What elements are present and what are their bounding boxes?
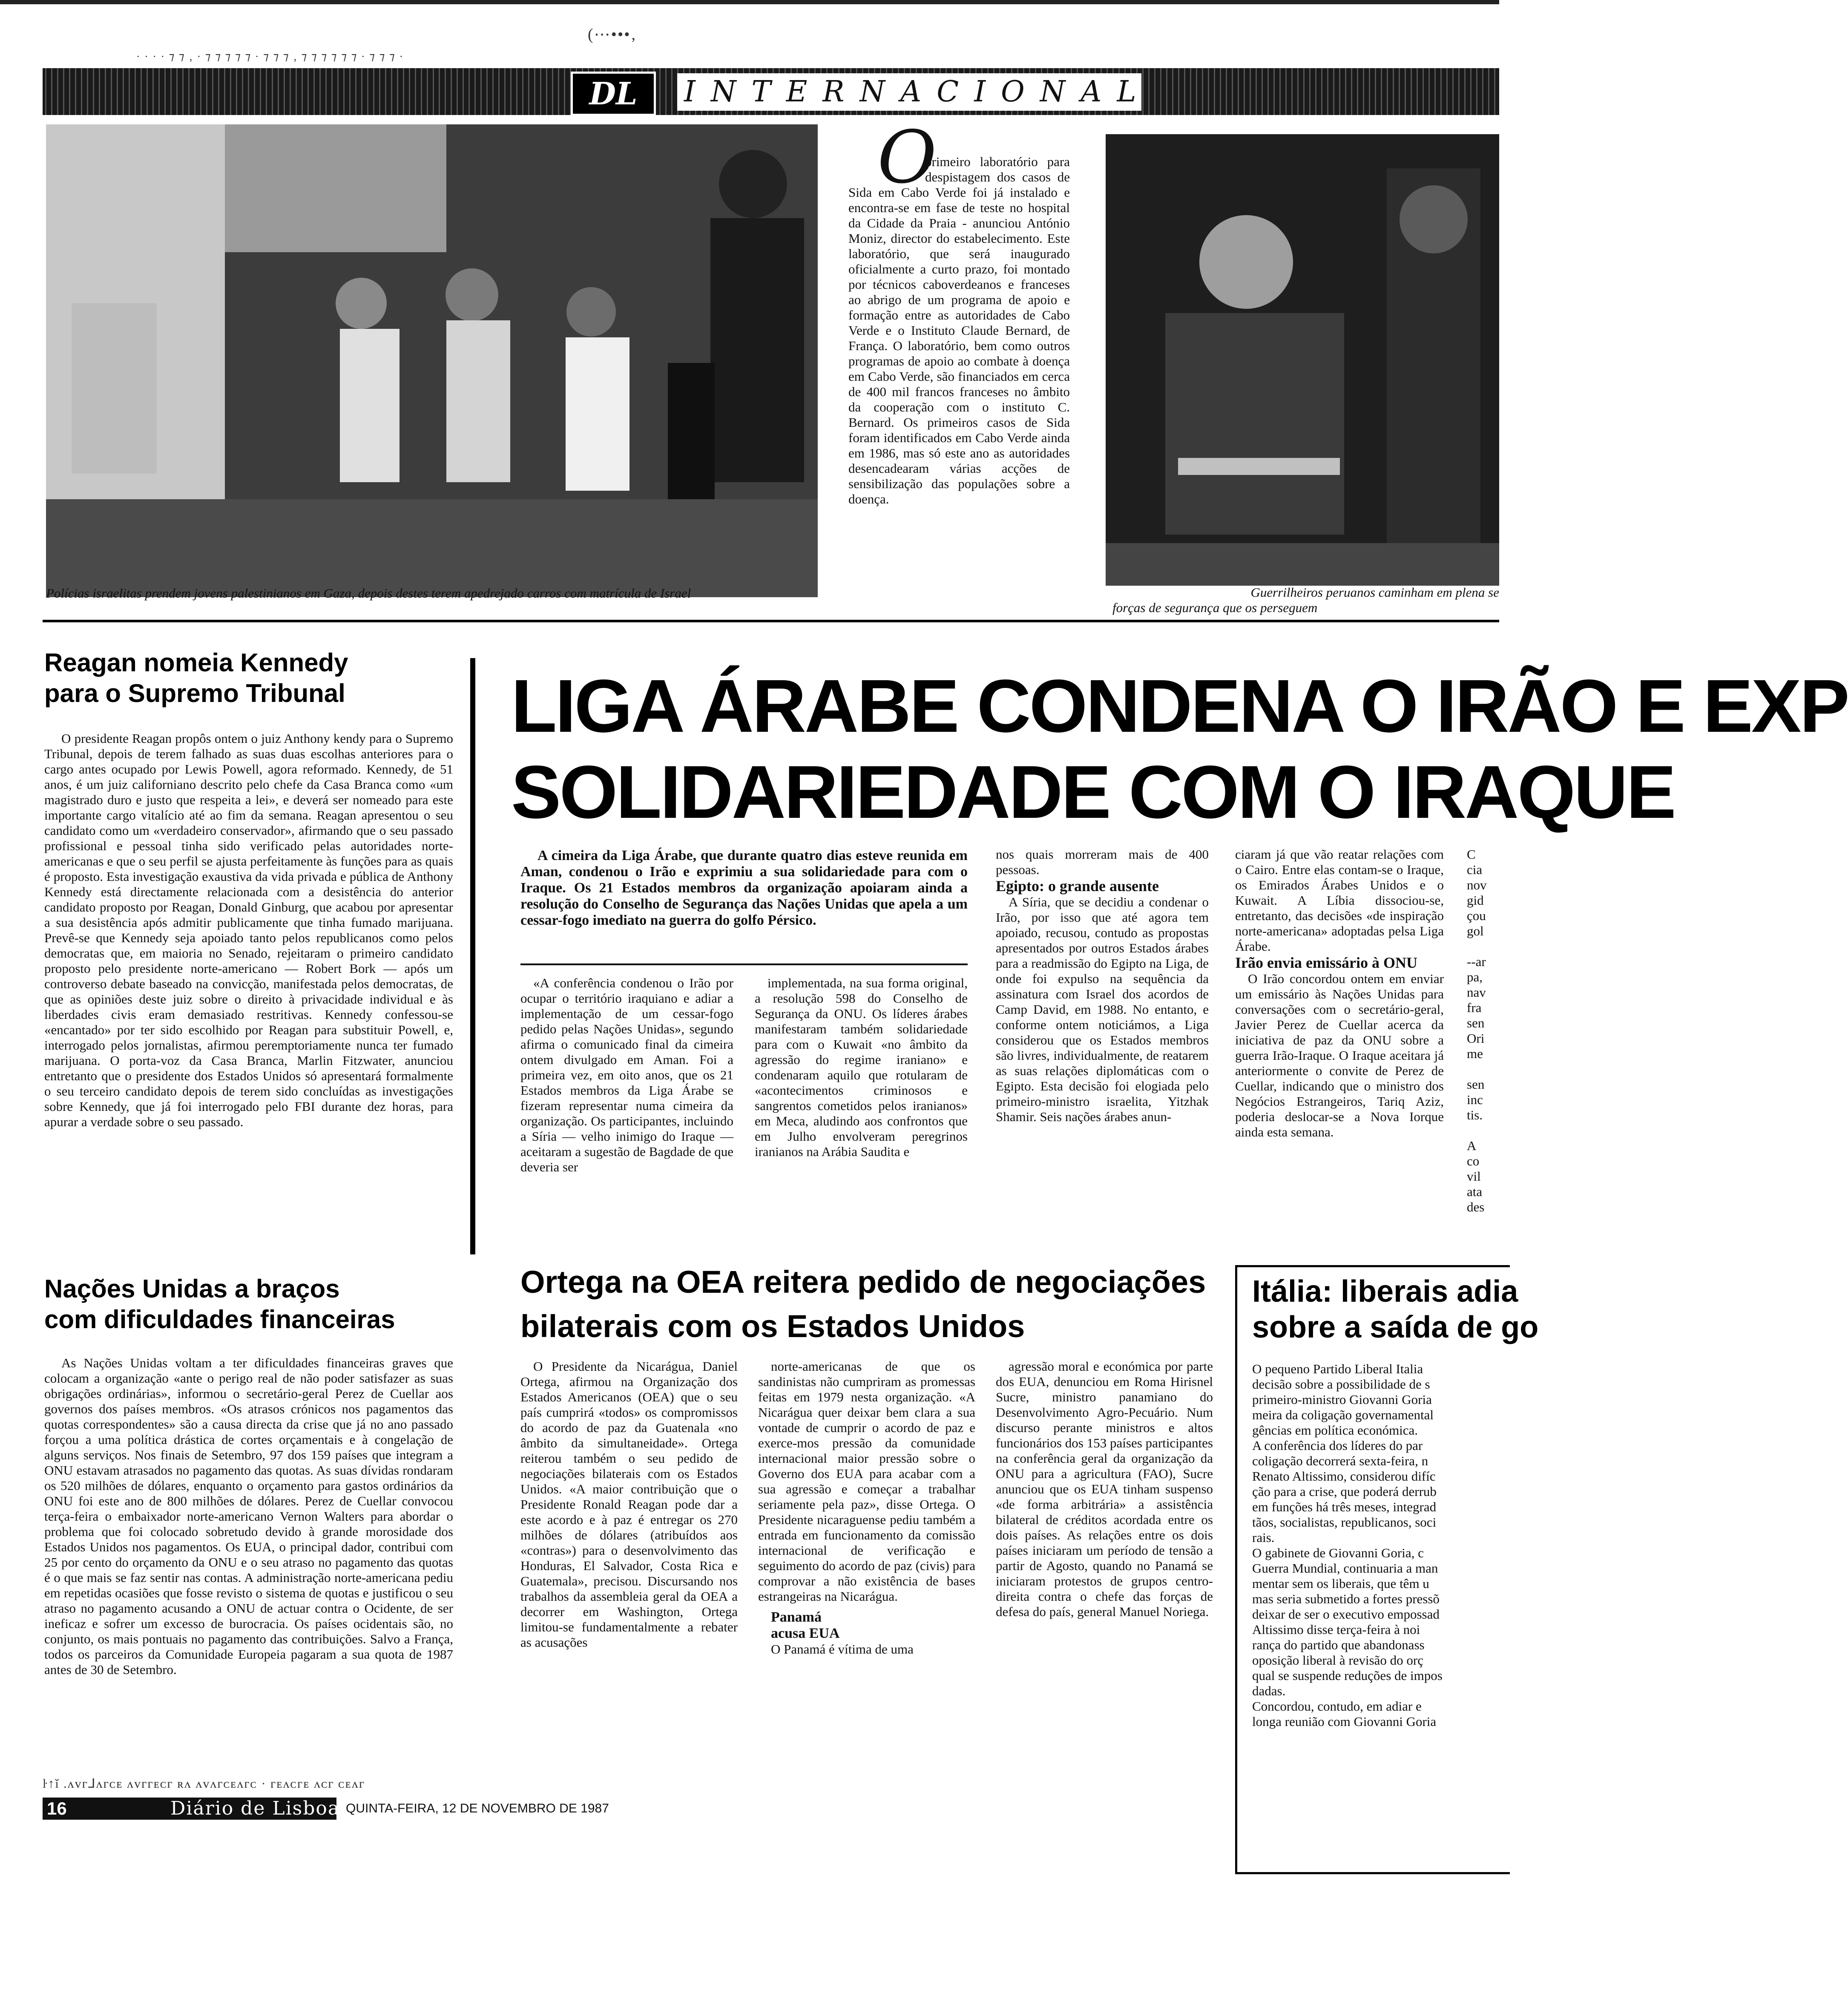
liga-col5-line: inc [1467, 1092, 1483, 1107]
section-logo: DL [571, 72, 656, 116]
ortega-col2 [758, 1359, 975, 1657]
liga-col5-line: gol [1467, 923, 1484, 938]
liga-col4 [1235, 847, 1444, 1140]
liga-col5-line: tis. [1467, 1107, 1483, 1122]
italia-line: longa reunião com Giovanni Goria [1252, 1714, 1437, 1729]
liga-col5-line: Ori [1467, 1031, 1485, 1046]
photo-right-caption-2: forças de segurança que os perseguem [1112, 600, 1318, 615]
liga-col3 [996, 847, 1209, 1125]
scan-noise-top: (⋯•••‚ [588, 26, 637, 43]
italia-line: O gabinete de Giovanni Goria, c [1252, 1545, 1424, 1560]
italia-line: oposição liberal à revisão do orç [1252, 1653, 1423, 1668]
footer-date: QUINTA-FEIRA, 12 DE NOVEMBRO DE 1987 [346, 1801, 609, 1815]
italia-line: ção para a crise, que poderá derrub [1252, 1484, 1437, 1499]
liga-col5-line: C [1467, 847, 1476, 862]
italia-line: decisão sobre a possibilidade de s [1252, 1377, 1430, 1392]
liga-lead-rule [520, 964, 968, 965]
liga-col5-line: des [1467, 1199, 1485, 1214]
footer-bleed-text: ŀ↑ǐ .ᴧᴠᴦ⅃ᴧᴦᴄᴇ ᴧᴠᴦᴦᴇᴄᴦ ʀᴧ ᴧᴠᴧᴦᴄᴇᴧᴦᴄ · ᴦᴇᴧᴄᴦᴇ ᴧᴄᴦ ᴄᴇᴧᴦ [43, 1777, 365, 1791]
liga-col5-line [1467, 1123, 1499, 1138]
section-title-box [677, 73, 1152, 111]
ortega-col2-text-a: norte-americanas de que os sandinistas não cumpriram as promessas feitas em 1979 nesta organização. «A Nicarágua quer deixar bem clara a sua vontade de cumprir o acordo de paz e exerce-mos pressão da comunidade internacional maior pressão sobre o Governo dos EUA para acabar com a sua agressão e começar a trabalhar seriamente pela paz», disse Ortega. O Presidente nicaraguense pediu também a entrada em funcionamento da comissão internacional de verificação e seguimento do acordo de paz (civis) para comprovar a não existência de bases estrangeiras na Nicarágua. [758, 1359, 975, 1604]
italia-line: em funções há três meses, integrad [1252, 1499, 1437, 1514]
page-number: 16 [47, 1798, 67, 1818]
italia-headline-line2: sobre a saída de go [1252, 1310, 1539, 1344]
italia-line: meira da coligação governamental [1252, 1407, 1434, 1422]
liga-col5-line: --ar [1467, 954, 1486, 969]
paper-name: Diário de Lisboa [170, 1798, 340, 1819]
reagan-article-body: O presidente Reagan propôs ontem o juiz Anthony kendy para o Supremo Tribunal, depois de terem falhado as suas duas escolhas anteriores para o cargo antes ocupado por Lewis Powell, agora reformado. Kennedy, de 51 anos, é um juiz californiano descrito pelo chefe da Casa Branca como «um magistrado duro e justo que respeita a lei», e deverá ser nomeado para este importante cargo vitalício até ao fim da semana. Reagan apresentou o seu candidato como um «verdadeiro conservador», afirmando que o seu passado profissional e pessoal tinha sido verificado pelas autoridades norte-americanas e que o seu perfil se ajusta perfeitamente às funções para as quais é proposto. Esta investigação exaustiva da vida privada e pública de Anthony Kennedy está directamente relacionada com a desistência do anterior candidato proposto por Reagan, Donald Ginburg, que acabou por apresentar a sua desistência após admitir publicamente que tinha fumado marijuana. Prevê-se que Kennedy seja apoiado tanto pelos republicanos como pelos democratas que, em maioria no Senado, rejeitaram o primeiro candidato proposto pelo presidente norte-americano — Robert Bork — após um controverso debate baseado na convicção, manifestada pelos democratas, de que as opiniões deste juiz sobre o direito à privacidade individual e às liberdades civis eram demasiado restritivas. Kennedy confessou-se «encantado» por ter sido escolhido por Reagan para substituir Powell, e, interrogado pelos jornalistas, afirmou peremptoriamente nunca ter fumado marijuana. O porta-voz da Casa Branca, Marlin Fitzwater, anunciou entretanto que o presidente dos Estados Unidos só apresentará formalmente o seu terceiro candidato depois de terem sido concluídas as investigações sobre Kennedy, que já foi interrogado pelo FBI durante dez horas, para apurar a verdade sobre o seu passado. [44, 731, 453, 1129]
italia-line: deixar de ser o executivo empossad [1252, 1607, 1440, 1622]
liga-col5-line: nov [1467, 877, 1487, 892]
liga-lead: A cimeira da Liga Árabe, que durante quatro dias esteve reunida em Aman, condenou o Irão e exprimiu a sua solidariedade para com o Iraque. Os 21 Estados membros da organização apoiaram ainda a resolução do Conselho de Segurança das Nações Unidas que apela a um cessar-fogo imediato na guerra do golfo Pérsico. [520, 848, 968, 928]
liga-col3-text-b: A Síria, que se decidiu a condenar o Irão, por isso que até agora tem apoiado, recusou, contudo as propostas apresentados por outros Estados árabes para a readmissão do Egipto na Liga, de onde foi expulso na sequência da assinatura com Israel dos acordos de Camp David, em 1988. No entanto, e conforme ontem noticiámos, a Liga considerou que os Estados membros são livres, individualmente, de reatarem as suas relações diplomáticas com o Egipto. Esta decisão foi elogiada pelo primeiro-ministro israelita, Yitzhak Shamir. Seis nações árabes anun- [996, 895, 1209, 1124]
liga-col5-line: vil [1467, 1169, 1481, 1184]
italia-line: mas seria submetido a fortes pressõ [1252, 1591, 1440, 1606]
liga-col3-text-a: nos quais morreram mais de 400 pessoas. [996, 847, 1209, 877]
liga-headline-line2: SOLIDARIEDADE COM O IRAQUE [511, 751, 1675, 834]
liga-col4-subhead: Irão envia emissário à ONU [1235, 954, 1417, 971]
sida-drop-cap: O [877, 115, 937, 200]
liga-col4-text-b: O Irão concordou ontem em enviar um emissário às Nações Unidas para conversações com o secretário-geral, Javier Perez de Cuellar acerca da iniciativa de paz da ONU sobre a guerra Irão-Iraque. O Iraque aceitara já anteriormente o convite de Perez de Cuellar, indicando que o ministro dos Negócios Estrangeiros, Tariq Aziz, poderia deslocar-se a Nova Iorque ainda esta semana. [1235, 971, 1444, 1139]
liga-col5-cutoff [1467, 847, 1499, 1215]
liga-col5-line: me [1467, 1046, 1483, 1061]
ortega-headline-line2: bilaterais com os Estados Unidos [520, 1309, 1025, 1344]
italia-line: rança do partido que abandonass [1252, 1637, 1425, 1652]
onu-headline [44, 1274, 395, 1335]
section-title: INTERNACIONAL [684, 75, 1152, 109]
italia-line: O pequeno Partido Liberal Italia [1252, 1361, 1423, 1376]
sida-article-body [848, 154, 1070, 507]
liga-col3-subhead: Egipto: o grande ausente [996, 877, 1159, 895]
liga-col5-line: sen [1467, 1015, 1485, 1030]
onu-article-body: As Nações Unidas voltam a ter dificuldades financeiras graves que colocam a organização «ante o perigo real de não poder satisfazer as suas obrigações ordinárias», informou o secretário-geral Perez de Cuellar aos governos dos países membros. «Os atrasos crónicos nos pagamentos das quotas correspondentes» são a causa directa da crise que já no ano passado forçou a uma política drástica de cortes orçamentais e à congelação de alguns serviços. Nos finais de Setembro, 97 dos 159 países que integram a ONU estavam atrasados no pagamento das quotas. As suas dívidas rondaram os 520 milhões de dólares, enquanto o orçamento para gastos ordinários da ONU foi este ano de 800 milhões de dólares. Perez de Cuellar convocou terça-feira o embaixador norte-americano Vernon Walters para abordar o problema que foi colocado sobretudo devido à grande morosidade dos Estados Unidos nos pagamentos. Os EUA, o principal dador, contribui com 25 por cento do orçamento da ONU e o seu atraso no pagamento das quotas é o que mais se faz sentir nas contas. A administração norte-americana pediu em repetidas ocasiões que fosse revisto o sistema de quotas e justificou o seu atraso no pagamento acusando a ONU de actuar contra o Ocidente, de ser ineficaz e sofrer um excesso de burocracia. Os países ocidentais são, no conjunto, os mais pontuais no pagamento das contribuições. Salvo a França, todos os parceiros da Comunidade Europeia pagaram a sua quota de 1987 antes de 30 de Setembro. [44, 1355, 453, 1677]
italia-line: rais. [1252, 1530, 1275, 1545]
reagan-headline-line1: Reagan nomeia Kennedy [44, 648, 348, 677]
liga-col5-line: gid [1467, 893, 1484, 908]
liga-col5-line [1467, 939, 1499, 954]
sida-article-text: primeiro laboratório para despistagem dos casos de Sida em Cabo Verde foi já instalado e encontra-se em fase de teste no hospital da Cidade da Praia - anunciou António Moniz, director do estabelecimento. Este laboratório, que será inaugurado oficialmente a curto prazo, foi montado por técnicos caboverdeanos e franceses ao abrigo de um programa de apoio e formação entre as autoridades de Cabo Verde e o Instituto Claude Bernard, de França. O laboratório, bem como outros programas de apoio ao combate à doença em Cabo Verde, são financiados em cerca de 400 mil francos franceses no âmbito da cooperação com o instituto C. Bernard. Os primeiros casos de Sida foram identificados em Cabo Verde ainda em 1986, mas só este ano as autoridades desencadearam várias acções de sensibilização das populações sobre a doença. [848, 154, 1070, 506]
scan-noise-row: · · · · ⁊ ⁊ ‚ · ⁊ ⁊ ⁊ ⁊ ⁊ · ⁊ ⁊ ⁊ ‚ ⁊ ⁊ ⁊ ⁊ ⁊ ⁊ · ⁊ ⁊ ⁊ · [136, 50, 404, 63]
rule-under-photos [43, 620, 1499, 622]
onu-headline-line2: com dificuldades financeiras [44, 1305, 395, 1334]
italia-line: primeiro-ministro Giovanni Goria [1252, 1392, 1432, 1407]
ortega-col2-subhead-2: acusa EUA [771, 1625, 840, 1641]
italia-line: qual se suspende reduções de impos [1252, 1668, 1443, 1683]
italia-line: Guerra Mundial, continuaria a man [1252, 1561, 1438, 1576]
ortega-col2-text-b: O Panamá é vítima de uma [771, 1642, 914, 1657]
liga-col5-line: A [1467, 1138, 1477, 1153]
rule-left-column [470, 658, 475, 1254]
liga-col5-line: çou [1467, 908, 1486, 923]
reagan-headline [44, 647, 348, 709]
liga-col5-line: cia [1467, 862, 1483, 877]
scan-edge-top [0, 0, 1499, 4]
italia-headline-line1: Itália: liberais adia [1252, 1274, 1518, 1309]
italia-line: mentar sem os liberais, que têm u [1252, 1576, 1429, 1591]
liga-col5-line: co [1467, 1153, 1480, 1168]
liga-col5-line [1467, 1061, 1499, 1077]
italia-line: coligação decorrerá sexta-feira, n [1252, 1453, 1428, 1468]
liga-col5-line: fra [1467, 1000, 1482, 1015]
ortega-col3: agressão moral e económica por parte dos EUA, denunciou em Roma Hirisnel Sucre, ministro panamiano do Desenvolvimento Agro-Pecuário. Num discurso perante ministros e altos funcionários dos 153 países participantes na conferência geral da organização da ONU para a agricultura (FAO), Sucre anunciou que os EUA tinham suspenso «de forma arbitrária» a assistência bilateral de créditos acordada entre os dois países. As relações entre os dois países iniciaram um período de tensão a partir de Agosto, quando no Panamá se iniciaram protestos de grupos centro-direita contra o chefe das forças de defesa do país, general Manuel Noriega. [996, 1359, 1213, 1619]
photo-gaza-arrests [46, 124, 818, 597]
liga-col2: implementada, na sua forma original, a resolução 598 do Conselho de Segurança da ONU. Os líderes árabes manifestaram também solidariedade para com o Kuwait «no âmbito da agressão do regime iraniano» e condenaram aquilo que rotularam de «acontecimentos criminosos e sangrentos cometidos pelos iranianos» em Meca, aludindo aos confrontos que em Julho envolveram peregrinos iranianos na Arábia Saudita e [755, 975, 968, 1159]
ortega-col2-subhead-1: Panamá [771, 1609, 822, 1625]
ortega-col1: O Presidente da Nicarágua, Daniel Ortega, afirmou na Organização dos Estados Americanos (OEA) que o seu país cumprirá «todos» os compromissos do acordo de paz da Guatenala «no âmbito da simultaneidade». Ortega reiterou também o seu pedido de negociações bilaterais com os Estados Unidos. «A maior contribuição que o Presidente Ronald Reagan pode dar a este acordo e à paz é entregar os 270 milhões de dólares (atribuídos aos «contras») para o desenvolvimento das Honduras, El Salvador, Costa Rica e Guatemala», precisou. Discursando nos trabalhos da assembleia geral da OEA a decorrer em Washington, Ortega limitou-se fundamentalmente a rebater as acusações [520, 1359, 738, 1650]
photo-left-caption: Polícias israelitas prendem jovens palestinianos em Gaza, depois destes terem apedrejado carros com matrícula de Israel [46, 586, 691, 601]
liga-col4-text-a: ciaram já que vão reatar relações com o Cairo. Entre elas contam-se o Iraque, os Emirados Árabes Unidos e o Kuwait. A Líbia dissociou-se, entretanto, das decisões «de inspiração norte-americana» adoptadas pelsa Liga Árabe. [1235, 847, 1444, 954]
italia-line: Renato Altissimo, considerou difíc [1252, 1469, 1436, 1484]
italia-line: gências em política económica. [1252, 1423, 1418, 1438]
liga-col5-line: ata [1467, 1184, 1483, 1199]
onu-headline-line1: Nações Unidas a braços [44, 1274, 340, 1303]
photo-peru-guerrillas [1106, 134, 1499, 586]
italia-line: Concordou, contudo, em adiar e [1252, 1699, 1422, 1714]
liga-col5-line: sen [1467, 1077, 1485, 1092]
liga-col1: «A conferência condenou o Irão por ocupar o território iraquiano e adiar a implementação de um cessar-fogo pedido pelas Nações Unidas», segundo afirma o comunicado final da cimeira ontem divulgado em Aman. Foi a primeira vez, em oito anos, que os 21 Estados membros da Liga Árabe se fizeram representar numa cimeira da organização. Os participantes, incluindo a Síria — velho inimigo do Iraque — aceitaram a sugestão de Bagdade de que deveria ser [520, 975, 733, 1174]
liga-col5-line: pa, [1467, 969, 1483, 984]
italia-line: A conferência dos líderes do par [1252, 1438, 1423, 1453]
liga-headline-line1: LIGA ÁRABE CONDENA O IRÃO E EXP [511, 664, 1848, 748]
italia-line: Altissimo disse terça-feira à noi [1252, 1622, 1420, 1637]
italia-line: dadas. [1252, 1683, 1286, 1698]
ortega-headline-line1: Ortega na OEA reitera pedido de negociações [520, 1264, 1206, 1300]
reagan-headline-line2: para o Supremo Tribunal [44, 679, 345, 708]
italia-article-body [1252, 1361, 1499, 1729]
photo-right-caption-1: Guerrilheiros peruanos caminham em plena se [1250, 585, 1499, 600]
liga-col5-line: nav [1467, 985, 1486, 1000]
italia-line: tãos, socialistas, republicanos, soci [1252, 1515, 1437, 1530]
drop-cap-spacer [848, 154, 925, 175]
